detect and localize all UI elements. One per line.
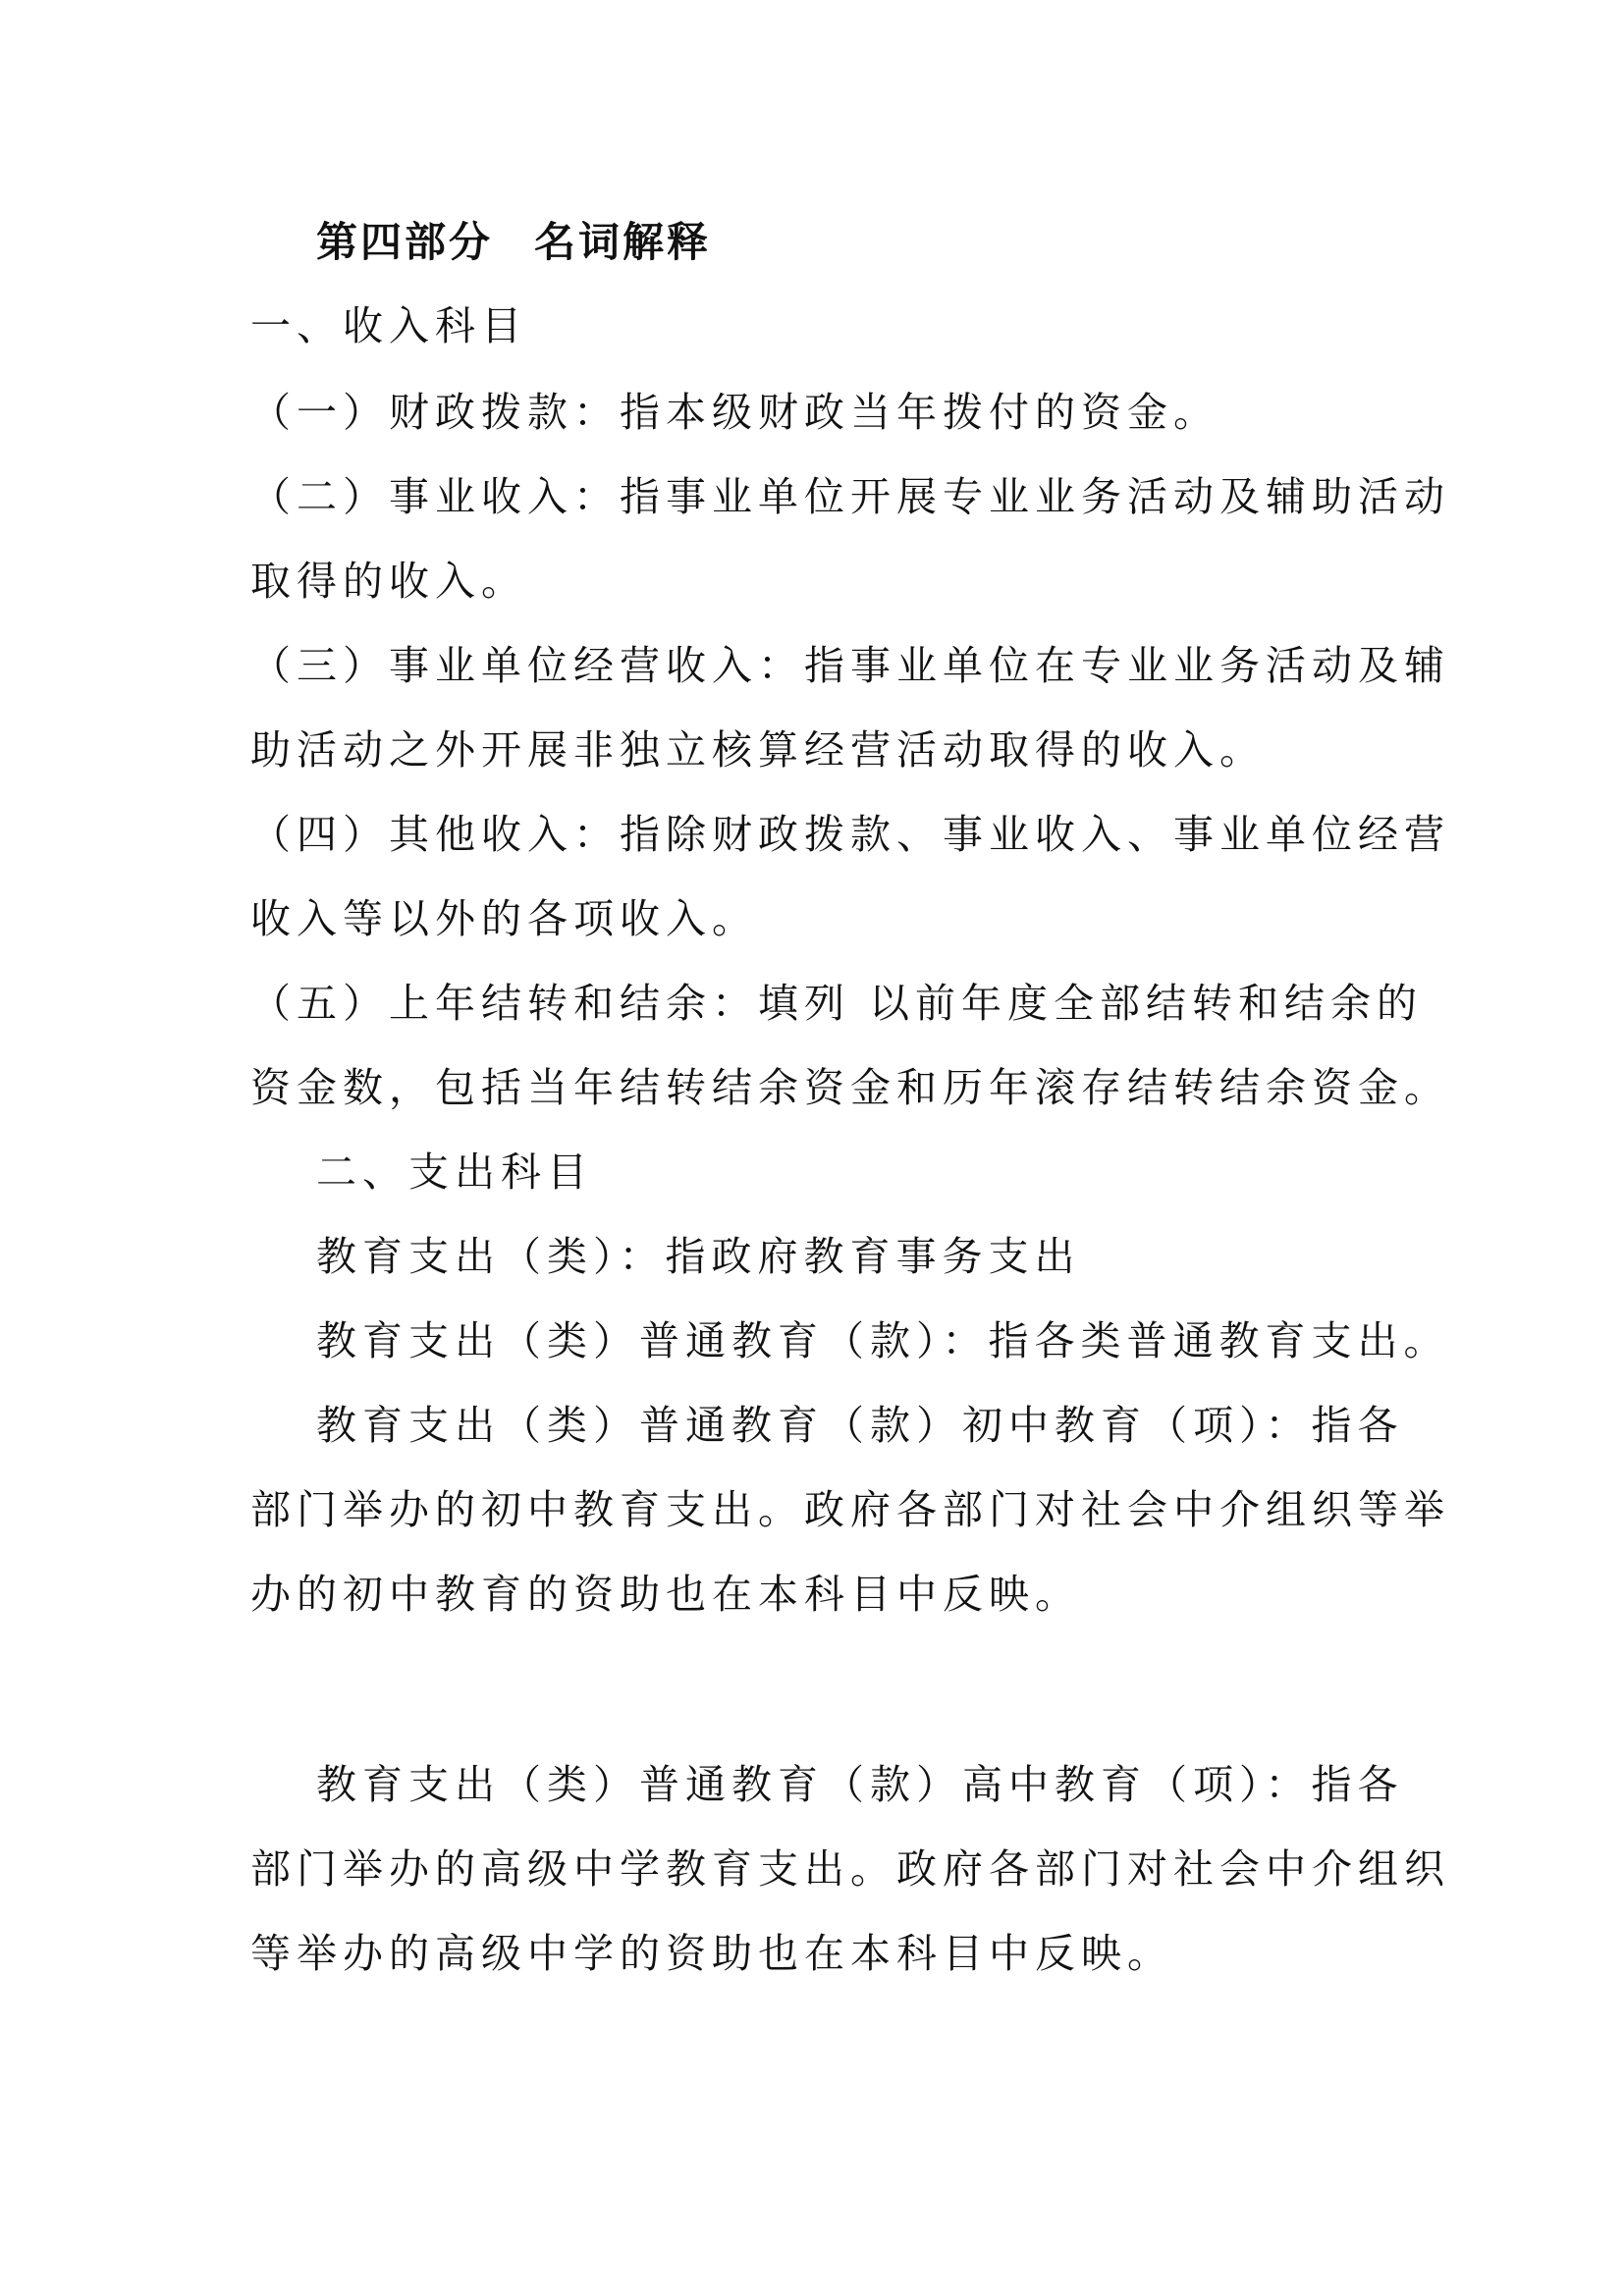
section-heading-expenditure: 二、支出科目 bbox=[316, 1148, 593, 1196]
paragraph-line: 资金数，包括当年结转结余资金和历年滚存结转结余资金。 bbox=[250, 1064, 1450, 1111]
paragraph-line: 教育支出（类）：指政府教育事务支出 bbox=[316, 1233, 1081, 1280]
paragraph-line: 办的初中教育的资助也在本科目中反映。 bbox=[250, 1571, 1081, 1618]
paragraph-line: 助活动之外开展非独立核算经营活动取得的收入。 bbox=[250, 726, 1266, 774]
title-name: 名词解释 bbox=[534, 218, 712, 266]
paragraph-line: （四）其他收入：指除财政拨款、事业收入、事业单位经营 bbox=[250, 811, 1450, 858]
paragraph-line: 等举办的高级中学的资助也在本科目中反映。 bbox=[250, 1930, 1173, 1977]
page-title bbox=[316, 218, 712, 266]
paragraph-line: （五）上年结转和结余：填列 以前年度全部结转和结余的 bbox=[250, 980, 1424, 1027]
paragraph-line: 部门举办的初中教育支出。政府各部门对社会中介组织等举 bbox=[250, 1486, 1450, 1533]
paragraph-line: 教育支出（类）普通教育（款）高中教育（项）：指各 bbox=[316, 1761, 1404, 1808]
paragraph-line: （一）财政拨款：指本级财政当年拨付的资金。 bbox=[250, 389, 1219, 436]
paragraph-line: （三）事业单位经营收入：指事业单位在专业业务活动及辅 bbox=[250, 642, 1450, 689]
paragraph-line: 部门举办的高级中学教育支出。政府各部门对社会中介组织 bbox=[250, 1845, 1450, 1893]
paragraph-line: 收入等以外的各项收入。 bbox=[250, 895, 758, 942]
paragraph-line: 教育支出（类）普通教育（款）初中教育（项）：指各 bbox=[316, 1402, 1404, 1449]
paragraph-line: 取得的收入。 bbox=[250, 558, 527, 605]
paragraph-line: 教育支出（类）普通教育（款）：指各类普通教育支出。 bbox=[316, 1317, 1450, 1364]
paragraph-line: （二）事业收入：指事业单位开展专业业务活动及辅助活动 bbox=[250, 473, 1450, 520]
section-heading-income: 一、收入科目 bbox=[250, 302, 527, 349]
title-part: 第四部分 bbox=[316, 218, 494, 266]
